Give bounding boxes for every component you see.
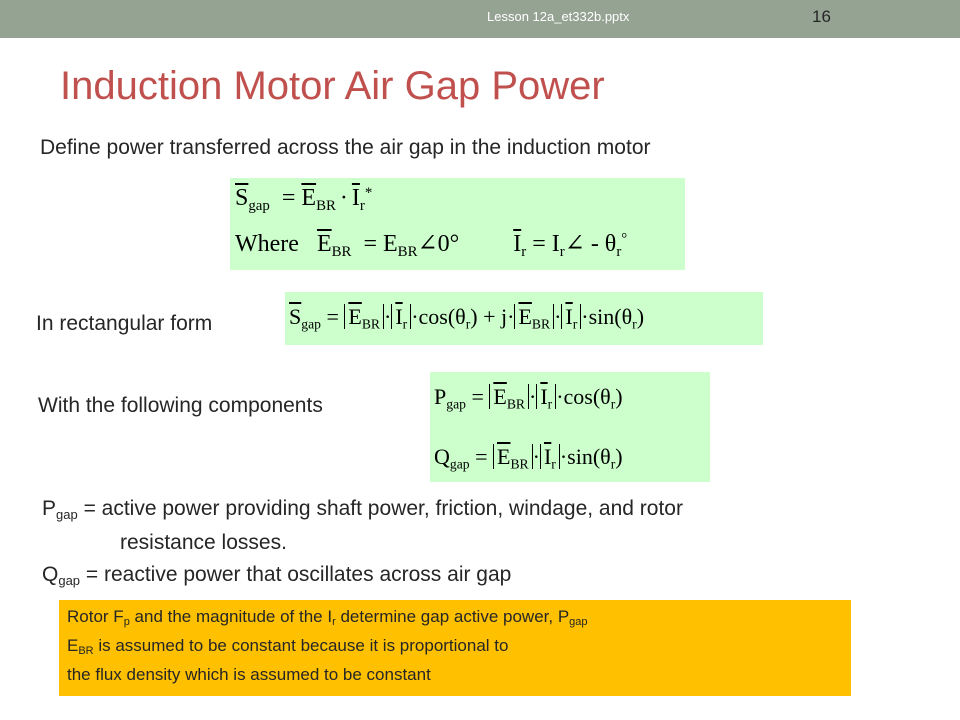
equation-components — [430, 372, 710, 482]
note-line-3: the flux density which is assumed to be constant — [67, 665, 431, 684]
note-box — [59, 600, 851, 696]
equation-rectangular: $\overline{S}gap = \overline{E}BR \cdot \overline{I}r \cdot\cos(\theta r) + j\cdot \overline{E}BR \cdot \overline{I}r \cdot\sin(\theta r)$ — [285, 292, 763, 345]
equation-pgap: Pgap = $\overline{E}BR \cdot \overline{I}r \cdot\cos(\theta r)$ — [434, 384, 623, 412]
note-line-1: Rotor Fp and the magnitude of the Ir determine gap active power, Pgap — [67, 607, 588, 628]
p-gap-definition: $P_{gap}$ = active power providing shaft power, friction, windage, and rotor — [42, 497, 683, 522]
rectangular-label: In rectangular form — [36, 312, 213, 335]
equation-sgap: $\overline{S}gap = \overline{E}BR \cdot \overline{I}r^*$ Where $\overline{E}BR$ = EBR∠0° $\overline{I}r$ = Ir∠ - θr° — [230, 178, 685, 270]
intro-text: Define power transferred across the air gap in the induction motor — [40, 136, 651, 159]
slide-title: Induction Motor Air Gap Power — [60, 64, 605, 108]
q-gap-definition: $Q_{gap}$ = reactive power that oscillates across air gap — [42, 563, 512, 588]
components-label: With the following components — [38, 394, 323, 417]
slide-number: 16 — [812, 7, 831, 26]
file-name: Lesson 12a_et332b.pptx — [487, 9, 630, 24]
equation-where: Where $\overline{E}BR$ = EBR∠0° $\overline{I}r$ = Ir∠ - θr° — [235, 231, 628, 260]
equation-qgap: Qgap = $\overline{E}BR \cdot \overline{I}r \cdot\sin(\theta r)$ — [434, 444, 623, 472]
p-gap-definition-cont: resistance losses. — [120, 531, 287, 554]
note-line-2: EBR is assumed to be constant because it is proportional to — [67, 636, 509, 657]
